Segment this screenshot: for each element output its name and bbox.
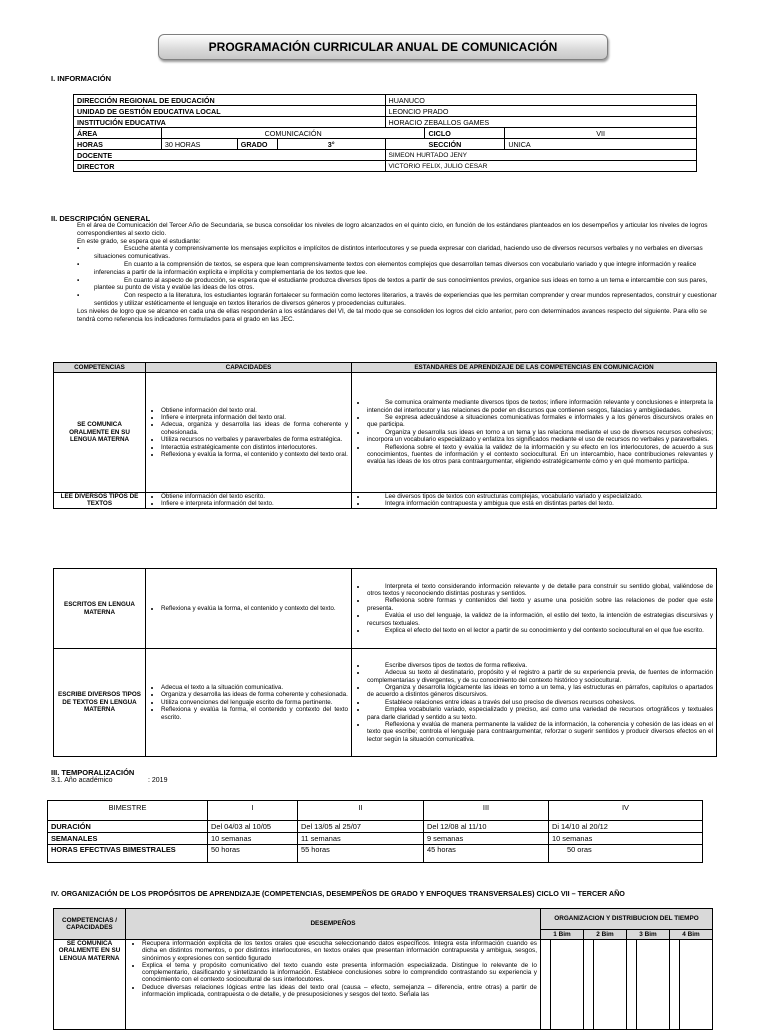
ugel-value: LEONCIO PRADO xyxy=(385,106,696,117)
capacidad-item: • Adecua el texto a la situación comunicativa. xyxy=(161,684,348,691)
semanas-cell: 9 semanas xyxy=(424,833,549,845)
ugel-label: UNIDAD DE GESTIÓN EDUCATIVA LOCAL xyxy=(74,106,386,117)
description-paragraph: Los niveles de logro que se alcance en cada una de ellas responderán a los estándares del VI, de tal modo que se consoliden los logros del ciclo anterior, pero con determinados avances respecto del siguiente. Para ello se tendrá como referencia los indicadores formulados para el grado en las JEC. xyxy=(77,307,707,323)
time-cell xyxy=(637,940,670,1030)
estandar-item: • Emplea vocabulario variado, especializado y preciso, así como una variedad de recursos ortográficos y textuales para darle claridad y sentido a su texto. xyxy=(367,706,713,721)
description-bullet: ▪ En cuanto al aspecto de producción, se espera que el estudiante produzca diversos tipos de textos a partir de sus conocimientos previos, organice sus ideas en torno a un tema e intercambie con sus pares, plantee su punto de vista y evalúe las ideas de los otros. xyxy=(77,277,717,293)
section-heading-organizacion: IV. ORGANIZACIÓN DE LOS PROPÓSITOS DE APRENDIZAJE (COMPETENCIAS, DESEMPEÑOS DE GRADO Y ENFOQUES TRANSVERSALES) CICLO VII – TERCER AÑO xyxy=(51,889,625,898)
info-table xyxy=(73,94,697,172)
docente-value: SIMEON HURTADO JENY xyxy=(385,150,696,161)
duracion-cell: Di 14/10 al 20/12 xyxy=(549,821,703,833)
description-bullet: ▪ Con respecto a la literatura, los estudiantes lograrán fortalecer su formación como lectores literarios, a través de experiencias que les permitan comprender y crear mundos representados, construir y cuestionar sentidos y utilizar estéticamente el lenguaje en textos literarios de diversos géneros y procedencias culturales. xyxy=(77,292,717,308)
capacidad-item: • Reflexiona y evalúa la forma, el contenido y contexto del texto escrito. xyxy=(161,706,348,721)
section-heading-temporalizacion: III. TEMPORALIZACIÓN xyxy=(51,768,135,777)
area-label: ÁREA xyxy=(74,128,162,139)
horas-cell: 55 horas xyxy=(298,845,424,863)
estandar-item: • Lee diversos tipos de textos con estructuras complejas, vocabulario variado y especializado. xyxy=(367,493,713,500)
time-cell xyxy=(584,940,594,1030)
competencia-name: SE COMUNICA ORALMENTE EN SU LENGUA MATERNA xyxy=(54,373,146,493)
bimestre-header: II xyxy=(298,801,424,821)
estandar-item: • Reflexiona sobre formas y contenidos del texto y asume una posición sobre las relaciones de poder que este presenta. xyxy=(367,597,713,612)
horas-cell: 45 horas xyxy=(424,845,549,863)
bimestre-header: I xyxy=(208,801,298,821)
grado-label: GRADO xyxy=(237,139,277,150)
capacidad-item: • Adecua, organiza y desarrolla las ideas de forma coherente y cohesionada. xyxy=(161,421,348,436)
time-cell xyxy=(670,940,680,1030)
col-distribucion-tiempo: ORGANIZACION Y DISTRIBUCION DEL TIEMPO xyxy=(541,909,713,930)
estandar-item: • Integra información contrapuesta y ambigua que está en distintas partes del texto. xyxy=(367,500,713,507)
ie-value: HORACIO ZEBALLOS GAMES xyxy=(385,117,696,128)
bim-header: 1 Bim xyxy=(541,930,584,940)
academic-year-value: : 2019 xyxy=(148,777,168,784)
semanas-cell: 10 semanas xyxy=(549,833,703,845)
bim-header: 3 Bim xyxy=(627,930,670,940)
page-title: PROGRAMACIÓN CURRICULAR ANUAL DE COMUNICACIÓN xyxy=(158,34,608,60)
temporalizacion-table xyxy=(47,800,703,863)
director-value: VICTORIO FELIX, JULIO CESAR xyxy=(385,161,696,172)
capacidad-item: • Obtiene información del texto oral. xyxy=(161,407,348,414)
estandar-item: • Explica el efecto del texto en el lector a partir de su conocimiento y del contexto sociocultural en el que fue escrito. xyxy=(367,627,713,634)
estandar-item: • Escribe diversos tipos de textos de forma reflexiva. xyxy=(367,662,713,669)
section-heading-descripcion: II. DESCRIPCIÓN GENERAL xyxy=(51,214,151,223)
area-value: COMUNICACIÓN xyxy=(161,128,425,139)
duracion-label: DURACIÓN xyxy=(48,821,208,833)
estandar-item: • Evalúa el uso del lenguaje, la validez de la información, el estilo del texto, la intención de estrategias discursivas y recursos textuales. xyxy=(367,612,713,627)
bim-header: 2 Bim xyxy=(584,930,627,940)
desempeno-item: • Recupera información explícita de los textos orales que escucha seleccionando datos específicos. Integra esta información cuando es dicha en distintos momentos, o por distintos interlocutores, en textos orales que presentan información contrapuesta y ambigua, sesgos, sinónimos y expresiones con sentido figurado xyxy=(142,940,537,962)
estandar-item: • Adecua su texto al destinatario, propósito y el registro a partir de su experiencia previa, de fuentes de información complementarias y divergentes, y de su conocimiento del contexto histórico y sociocultural. xyxy=(367,669,713,684)
estandar-item: • Se comunica oralmente mediante diversos tipos de textos; infiere información relevante y conclusiones e interpreta la intención del interlocutor y las relaciones de poder en discursos que contienen sesgos, falacias y ambigüedades. xyxy=(367,399,713,414)
estandar-item: • Reflexiona y evalúa de manera permanente la validez de la información, la coherencia y cohesión de las ideas en el texto que escribe; controla el lenguaje para contraargumentar, reforzar o sugerir sentidos y producir diversos efectos en el lector según la situación comunicativa. xyxy=(367,721,713,743)
description-block xyxy=(77,222,717,323)
horas-cell: 50 oras xyxy=(549,845,703,863)
estandar-item: • Organiza y desarrolla sus ideas en torno a un tema y las relaciona mediante el uso de diversos recursos cohesivos; incorpora un vocabulario especializado y enfatiza los significados mediante el uso de recursos no verbales y paraverbales. xyxy=(367,429,713,444)
estandar-item: • Reflexiona sobre el texto y evalúa la validez de la información y su efecto en los interlocutores, de acuerdo a sus conocimientos, fuentes de información y el contexto sociocultural. En un intercambio, hace contribuciones relevantes y evalúa las ideas de los otros para contraargumentar, eligiendo estratégicamente cómo y en qué momento participa. xyxy=(367,444,713,466)
desempeno-item: • Explica el tema y propósito comunicativo del texto cuando este presenta información especializada. Distingue lo relevante de lo complementario, clasificando y sintetizando la información. Establece conclusiones sobre lo comprendido contrastando su experiencia y conocimiento con el contexto sociocultural de sus interlocutores. xyxy=(142,962,537,984)
bim-header: 4 Bim xyxy=(670,930,713,940)
section-heading-informacion: I. INFORMACIÓN xyxy=(51,74,111,83)
director-label: DIRECTOR xyxy=(74,161,386,172)
duracion-cell: Del 12/08 al 11/10 xyxy=(424,821,549,833)
duracion-cell: Del 04/03 al 10/05 xyxy=(208,821,298,833)
time-cell xyxy=(627,940,637,1030)
semanas-cell: 11 semanas xyxy=(298,833,424,845)
col-competencias: COMPETENCIAS xyxy=(54,363,146,373)
horas-efectivas-label: HORAS EFECTIVAS BIMESTRALES xyxy=(48,845,208,863)
col-capacidades: CAPACIDADES xyxy=(146,363,352,373)
col-estandares: ESTANDARES DE APRENDIZAJE DE LAS COMPETENCIAS EN COMUNICACION xyxy=(352,363,717,373)
capacidad-item: • Utiliza recursos no verbales y paraverbales de forma estratégica. xyxy=(161,436,348,443)
semanas-cell: 10 semanas xyxy=(208,833,298,845)
capacidad-item: • Infiere e interpreta información del texto. xyxy=(161,500,348,507)
competencia-name: LEE DIVERSOS TIPOS DE TEXTOS xyxy=(54,493,146,509)
time-cell xyxy=(551,940,584,1030)
capacidad-item: • Utiliza convenciones del lenguaje escrito de forma pertinente. xyxy=(161,699,348,706)
capacidad-item: • Obtiene información del texto escrito. xyxy=(161,493,348,500)
semanas-label: SEMANALES xyxy=(48,833,208,845)
estandar-item: • Establece relaciones entre ideas a través del uso preciso de diversos recursos cohesivos. xyxy=(367,699,713,706)
dre-label: DIRECCIÓN REGIONAL DE EDUCACIÓN xyxy=(74,95,386,106)
organizacion-table xyxy=(53,908,713,1030)
ciclo-label: CICLO xyxy=(425,128,505,139)
bimestre-header: III xyxy=(424,801,549,821)
grado-value: 3° xyxy=(277,139,385,150)
capacidad-item: • Organiza y desarrolla las ideas de forma coherente y cohesionada. xyxy=(161,691,348,698)
capacidad-item: • Interactúa estratégicamente con distintos interlocutores. xyxy=(161,444,348,451)
description-bullet: ▪ Escuche atenta y comprensivamente los mensajes explícitos e implícitos de distintos interlocutores y se pueda expresar con claridad, haciendo uso de diversos recursos verbales y no verbales en diversas situaciones comunicativas. xyxy=(77,245,717,261)
capacidad-item: • Infiere e interpreta información del texto oral. xyxy=(161,414,348,421)
estandar-item: • Interpreta el texto considerando información relevante y de detalle para construir su sentido global, valiéndose de otros textos y reconociendo distintas posturas y sentidos. xyxy=(367,583,713,598)
academic-year-label: 3.1. Año académico xyxy=(51,777,113,784)
bimestre-header: IV xyxy=(549,801,703,821)
docente-label: DOCENTE xyxy=(74,150,386,161)
seccion-label: SECCIÓN xyxy=(385,139,505,150)
col-desempenos: DESEMPEÑOS xyxy=(126,909,541,940)
competencia-name: SE COMUNICA ORALMENTE EN SU LENGUA MATERNA xyxy=(54,940,126,1030)
competencias-table-continued xyxy=(53,568,717,757)
time-cell xyxy=(594,940,627,1030)
description-paragraph: En el área de Comunicación del Tercer Año de Secundaria, se busca consolidar los niveles de logro alcanzados en el quinto ciclo, en función de los estándares planteados en los desempeños y articular los niveles de logros correspondientes al sexto ciclo. xyxy=(77,222,708,237)
time-cell xyxy=(541,940,551,1030)
description-intro: En este grado, se espera que el estudiante: xyxy=(77,237,201,245)
ie-label: INSTITUCIÓN EDUCATIVA xyxy=(74,117,386,128)
col-competencias-capacidades: COMPETENCIAS / CAPACIDADES xyxy=(54,909,126,940)
time-cell xyxy=(680,940,713,1030)
estandar-item: • Organiza y desarrolla lógicamente las ideas en torno a un tema, y las estructuras en párrafos, capítulos o apartados de acuerdo a distintos géneros discursivos. xyxy=(367,684,713,699)
competencia-name: ESCRIBE DIVERSOS TIPOS DE TEXTOS EN LENGUA MATERNA xyxy=(54,649,146,757)
description-bullet: ▪ En cuanto a la comprensión de textos, se espera que lean comprensivamente textos con elementos complejos que desarrollan temas diversos con vocabulario variado y que integre información y realice inferencias a partir de la información explícita e implícita y complementaria de los textos que lee. xyxy=(77,261,717,277)
horas-cell: 50 horas xyxy=(208,845,298,863)
competencias-table xyxy=(53,362,717,509)
dre-value: HUANUCO xyxy=(385,95,696,106)
estandar-item: • Se expresa adecuándose a situaciones comunicativas formales e informales y a los géneros discursivos orales en que participa. xyxy=(367,414,713,429)
horas-value: 30 HORAS xyxy=(161,139,237,150)
capacidad-item: • Reflexiona y evalúa la forma, el contenido y contexto del texto oral. xyxy=(161,451,348,458)
ciclo-value: VII xyxy=(505,128,697,139)
desempeno-item: • Deduce diversas relaciones lógicas entre las ideas del texto oral (causa – efecto, semejanza – diferencia, entre otras) a partir de información implicada, contrapuesta o de detalle, y de presuposiciones y sesgos del texto. Señala las xyxy=(142,984,537,999)
seccion-value: UNICA xyxy=(505,139,697,150)
capacidad-item: • Reflexiona y evalúa la forma, el contenido y contexto del texto. xyxy=(161,605,348,612)
bimestre-header: BIMESTRE xyxy=(48,801,208,821)
competencia-name: ESCRITOS EN LENGUA MATERNA xyxy=(54,569,146,649)
horas-label: HORAS xyxy=(74,139,162,150)
duracion-cell: Del 13/05 al 25/07 xyxy=(298,821,424,833)
